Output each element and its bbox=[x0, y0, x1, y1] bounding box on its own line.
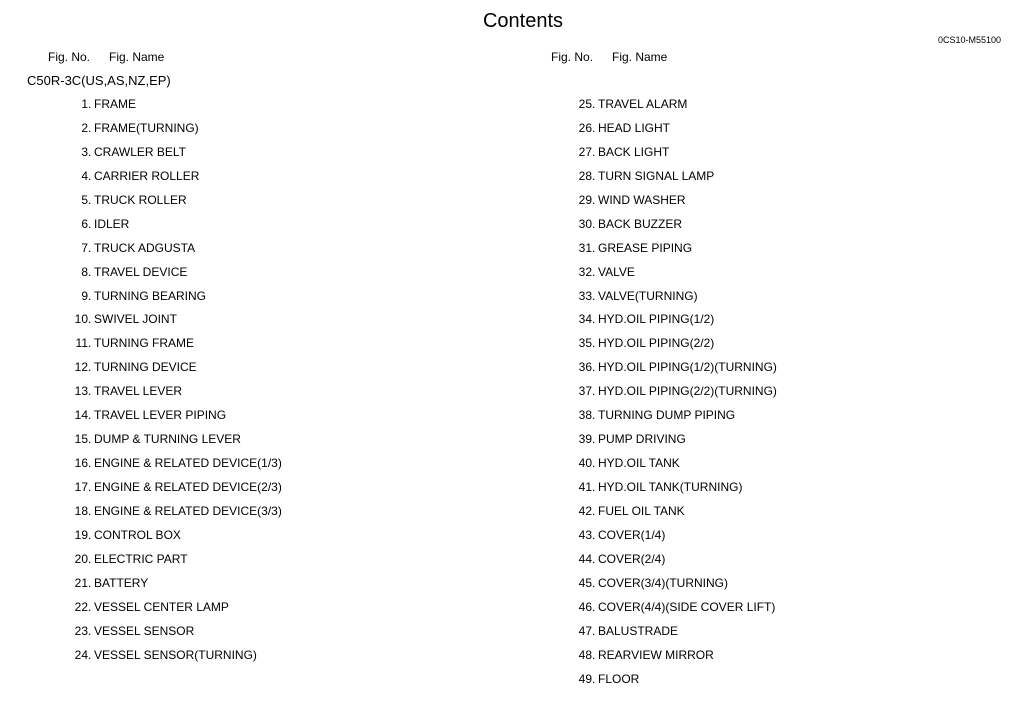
contents-item[interactable] bbox=[575, 121, 777, 145]
fig-number: 36 bbox=[578, 360, 592, 375]
fig-name: HEAD LIGHT bbox=[598, 120, 671, 135]
fig-number: 5 bbox=[81, 192, 88, 207]
contents-item[interactable] bbox=[71, 241, 282, 265]
fig-name: SWIVEL JOINT bbox=[94, 312, 177, 327]
fig-name: TRAVEL DEVICE bbox=[94, 264, 188, 279]
fig-number: 11 bbox=[75, 336, 88, 351]
number-separator: . bbox=[592, 456, 596, 471]
fig-name: CARRIER ROLLER bbox=[94, 168, 200, 183]
number-separator: . bbox=[592, 503, 596, 518]
number-separator: . bbox=[88, 551, 92, 566]
fig-name: TRUCK ADGUSTA bbox=[94, 240, 196, 255]
fig-name: PUMP DRIVING bbox=[598, 432, 686, 447]
contents-item[interactable] bbox=[575, 241, 777, 265]
number-separator: . bbox=[88, 216, 92, 231]
contents-item[interactable] bbox=[575, 360, 777, 384]
fig-name: HYD.OIL TANK(TURNING) bbox=[598, 480, 743, 494]
page-title: Contents bbox=[482, 10, 564, 32]
fig-name: FLOOR bbox=[598, 671, 640, 686]
fig-name: CONTROL BOX bbox=[94, 527, 181, 542]
number-separator: . bbox=[592, 120, 596, 135]
number-separator: . bbox=[88, 456, 92, 471]
number-separator: . bbox=[592, 480, 596, 494]
number-separator: . bbox=[592, 432, 596, 447]
number-separator: . bbox=[88, 120, 92, 135]
contents-item[interactable] bbox=[575, 193, 777, 217]
number-separator: . bbox=[592, 288, 596, 303]
number-separator: . bbox=[88, 575, 92, 590]
fig-name: FRAME(TURNING) bbox=[94, 120, 199, 135]
fig-name: COVER(2/4) bbox=[598, 551, 666, 566]
fig-number: 10 bbox=[74, 312, 88, 327]
fig-name: TRAVEL LEVER bbox=[94, 384, 183, 399]
number-separator: . bbox=[88, 384, 92, 399]
contents-item[interactable] bbox=[575, 504, 777, 528]
fig-number: 42 bbox=[578, 503, 592, 518]
fig-name: TRAVEL LEVER PIPING bbox=[94, 408, 227, 423]
number-separator: . bbox=[592, 384, 596, 399]
fig-number: 2 bbox=[81, 120, 88, 135]
number-separator: . bbox=[592, 551, 596, 566]
left-fig-name-header: Fig. Name bbox=[109, 50, 165, 64]
number-separator: . bbox=[88, 288, 92, 303]
contents-item[interactable] bbox=[575, 576, 777, 600]
contents-item[interactable] bbox=[575, 97, 777, 121]
fig-number: 23 bbox=[74, 623, 88, 638]
contents-item[interactable] bbox=[71, 408, 282, 432]
fig-number: 39 bbox=[578, 432, 592, 447]
fig-number: 37 bbox=[578, 384, 592, 399]
contents-item[interactable] bbox=[575, 265, 777, 289]
contents-item[interactable] bbox=[575, 217, 777, 241]
contents-item[interactable] bbox=[71, 432, 282, 456]
contents-item[interactable] bbox=[71, 217, 282, 241]
fig-name: VESSEL SENSOR bbox=[94, 623, 195, 638]
number-separator: . bbox=[88, 647, 92, 662]
fig-name: FUEL OIL TANK bbox=[598, 503, 685, 518]
fig-number: 15 bbox=[74, 432, 88, 447]
fig-number: 33 bbox=[578, 288, 592, 303]
fig-name: HYD.OIL PIPING(2/2) bbox=[598, 336, 715, 351]
number-separator: . bbox=[592, 527, 596, 542]
contents-item[interactable] bbox=[71, 552, 282, 576]
fig-name: COVER(4/4)(SIDE COVER LIFT) bbox=[598, 599, 776, 614]
number-separator: . bbox=[592, 336, 596, 351]
fig-name: TURNING DUMP PIPING bbox=[598, 408, 736, 423]
fig-number: 30 bbox=[578, 216, 592, 231]
contents-item[interactable] bbox=[71, 265, 282, 289]
fig-number: 22 bbox=[74, 599, 88, 614]
fig-name: TURNING FRAME bbox=[94, 336, 194, 351]
contents-item[interactable] bbox=[575, 169, 777, 193]
fig-number: 18 bbox=[74, 503, 88, 518]
contents-item[interactable] bbox=[71, 169, 282, 193]
number-separator: . bbox=[592, 360, 596, 375]
contents-item[interactable] bbox=[71, 97, 282, 121]
number-separator: . bbox=[88, 360, 92, 375]
number-separator: . bbox=[88, 168, 92, 183]
fig-name: VESSEL SENSOR(TURNING) bbox=[94, 647, 257, 662]
contents-item[interactable] bbox=[71, 600, 282, 624]
number-separator: . bbox=[88, 264, 92, 279]
number-separator: . bbox=[88, 480, 92, 494]
fig-name: WIND WASHER bbox=[598, 192, 686, 207]
fig-number: 3 bbox=[81, 144, 88, 159]
contents-item[interactable] bbox=[71, 480, 282, 504]
number-separator: . bbox=[592, 408, 596, 423]
fig-number: 44 bbox=[578, 551, 592, 566]
contents-item[interactable] bbox=[575, 289, 777, 313]
fig-name: VESSEL CENTER LAMP bbox=[94, 599, 229, 614]
fig-number: 19 bbox=[74, 527, 88, 542]
contents-item[interactable] bbox=[71, 648, 282, 672]
number-separator: . bbox=[88, 312, 92, 327]
number-separator: . bbox=[88, 623, 92, 638]
contents-item[interactable] bbox=[575, 528, 777, 552]
fig-name: VALVE bbox=[598, 264, 635, 279]
number-separator: . bbox=[592, 168, 596, 183]
fig-number: 20 bbox=[74, 551, 88, 566]
fig-number: 6 bbox=[81, 216, 88, 231]
contents-item[interactable] bbox=[71, 624, 282, 648]
number-separator: . bbox=[88, 144, 92, 159]
number-separator: . bbox=[592, 312, 596, 327]
fig-name: ENGINE & RELATED DEVICE(3/3) bbox=[94, 503, 282, 518]
number-separator: . bbox=[88, 432, 92, 447]
fig-number: 14 bbox=[74, 408, 88, 423]
fig-name: GREASE PIPING bbox=[598, 240, 693, 255]
fig-name: IDLER bbox=[94, 216, 130, 231]
number-separator: . bbox=[592, 97, 596, 111]
number-separator: . bbox=[592, 144, 596, 159]
fig-number: 48 bbox=[578, 647, 592, 662]
fig-name: BACK BUZZER bbox=[598, 216, 683, 231]
left-contents-list bbox=[71, 97, 282, 672]
fig-number: 7 bbox=[81, 240, 88, 255]
fig-number: 43 bbox=[578, 527, 592, 542]
contents-item[interactable] bbox=[575, 312, 777, 336]
fig-name: HYD.OIL PIPING(1/2) bbox=[598, 312, 715, 327]
fig-number: 28 bbox=[578, 168, 592, 183]
contents-item[interactable] bbox=[71, 145, 282, 169]
number-separator: . bbox=[592, 240, 596, 255]
fig-number: 24 bbox=[74, 647, 88, 662]
fig-name: TRAVEL ALARM bbox=[598, 97, 688, 111]
fig-number: 35 bbox=[578, 336, 592, 351]
fig-number: 26 bbox=[578, 120, 592, 135]
contents-item[interactable] bbox=[575, 480, 777, 504]
number-separator: . bbox=[592, 671, 596, 686]
contents-item[interactable] bbox=[575, 648, 777, 672]
number-separator: . bbox=[592, 599, 596, 614]
contents-item[interactable] bbox=[71, 289, 282, 313]
contents-item[interactable] bbox=[575, 624, 777, 648]
fig-name: HYD.OIL PIPING(1/2)(TURNING) bbox=[598, 360, 777, 375]
fig-name: CRAWLER BELT bbox=[94, 144, 187, 159]
model-heading: C50R-3C(US,AS,NZ,EP) bbox=[27, 73, 171, 88]
contents-item[interactable] bbox=[575, 552, 777, 576]
fig-name: COVER(1/4) bbox=[598, 527, 666, 542]
fig-number: 4 bbox=[81, 168, 88, 183]
fig-number: 13 bbox=[74, 384, 88, 399]
fig-name: BATTERY bbox=[94, 575, 149, 590]
fig-number: 45 bbox=[578, 575, 592, 590]
number-separator: . bbox=[88, 503, 92, 518]
contents-item[interactable] bbox=[575, 672, 777, 696]
fig-number: 40 bbox=[578, 456, 592, 471]
fig-number: 49 bbox=[578, 671, 592, 686]
fig-number: 9 bbox=[81, 288, 88, 303]
fig-name: TURNING DEVICE bbox=[94, 360, 197, 375]
fig-number: 47 bbox=[578, 623, 592, 638]
number-separator: . bbox=[592, 264, 596, 279]
right-contents-list bbox=[575, 97, 777, 695]
left-fig-no-header: Fig. No. bbox=[48, 50, 91, 64]
number-separator: . bbox=[592, 216, 596, 231]
contents-item[interactable] bbox=[71, 504, 282, 528]
fig-name: HYD.OIL TANK bbox=[598, 456, 680, 471]
fig-name: ELECTRIC PART bbox=[94, 551, 188, 566]
fig-number: 25 bbox=[578, 97, 592, 111]
contents-item[interactable] bbox=[71, 336, 282, 360]
fig-number: 34 bbox=[578, 312, 592, 327]
fig-name: HYD.OIL PIPING(2/2)(TURNING) bbox=[598, 384, 777, 399]
fig-name: COVER(3/4)(TURNING) bbox=[598, 575, 729, 590]
fig-number: 29 bbox=[578, 192, 592, 207]
contents-item[interactable] bbox=[71, 312, 282, 336]
fig-number: 31 bbox=[578, 240, 592, 255]
number-separator: . bbox=[88, 97, 92, 111]
fig-number: 46 bbox=[578, 599, 592, 614]
contents-item[interactable] bbox=[71, 193, 282, 217]
fig-name: REARVIEW MIRROR bbox=[598, 647, 714, 662]
number-separator: . bbox=[88, 408, 92, 423]
right-fig-name-header: Fig. Name bbox=[612, 50, 668, 64]
contents-item[interactable] bbox=[71, 384, 282, 408]
fig-number: 32 bbox=[578, 264, 592, 279]
fig-number: 16 bbox=[74, 456, 88, 471]
fig-name: FRAME bbox=[94, 97, 136, 111]
contents-item[interactable] bbox=[71, 121, 282, 145]
contents-item[interactable] bbox=[575, 456, 777, 480]
fig-name: VALVE(TURNING) bbox=[598, 288, 698, 303]
fig-name: TURNING BEARING bbox=[94, 288, 207, 303]
contents-item[interactable] bbox=[575, 600, 777, 624]
contents-item[interactable] bbox=[575, 432, 777, 456]
number-separator: . bbox=[592, 623, 596, 638]
fig-number: 1 bbox=[81, 97, 88, 111]
fig-number: 41 bbox=[578, 480, 592, 494]
fig-number: 17 bbox=[74, 480, 88, 494]
fig-number: 12 bbox=[74, 360, 88, 375]
number-separator: . bbox=[88, 527, 92, 542]
contents-item[interactable] bbox=[71, 456, 282, 480]
fig-number: 27 bbox=[578, 144, 592, 159]
fig-number: 38 bbox=[578, 408, 592, 423]
number-separator: . bbox=[592, 647, 596, 662]
number-separator: . bbox=[88, 599, 92, 614]
fig-name: BALUSTRADE bbox=[598, 623, 679, 638]
fig-name: DUMP & TURNING LEVER bbox=[94, 432, 241, 447]
contents-item[interactable] bbox=[575, 336, 777, 360]
document-code: 0CS10-M55100 bbox=[938, 35, 1002, 45]
contents-item[interactable] bbox=[575, 145, 777, 169]
contents-item[interactable] bbox=[575, 408, 777, 432]
right-fig-no-header: Fig. No. bbox=[551, 50, 594, 64]
fig-name: ENGINE & RELATED DEVICE(2/3) bbox=[94, 480, 282, 494]
fig-number: 8 bbox=[81, 264, 88, 279]
fig-number: 21 bbox=[74, 575, 88, 590]
contents-item[interactable] bbox=[71, 576, 282, 600]
fig-name: ENGINE & RELATED DEVICE(1/3) bbox=[94, 456, 282, 471]
contents-item[interactable] bbox=[575, 384, 777, 408]
number-separator: . bbox=[88, 240, 92, 255]
contents-item[interactable] bbox=[71, 528, 282, 552]
number-separator: . bbox=[592, 192, 596, 207]
contents-item[interactable] bbox=[71, 360, 282, 384]
number-separator: . bbox=[592, 575, 596, 590]
number-separator: . bbox=[88, 336, 92, 351]
number-separator: . bbox=[88, 192, 92, 207]
fig-name: BACK LIGHT bbox=[598, 144, 670, 159]
fig-name: TRUCK ROLLER bbox=[94, 192, 187, 207]
fig-name: TURN SIGNAL LAMP bbox=[598, 168, 715, 183]
